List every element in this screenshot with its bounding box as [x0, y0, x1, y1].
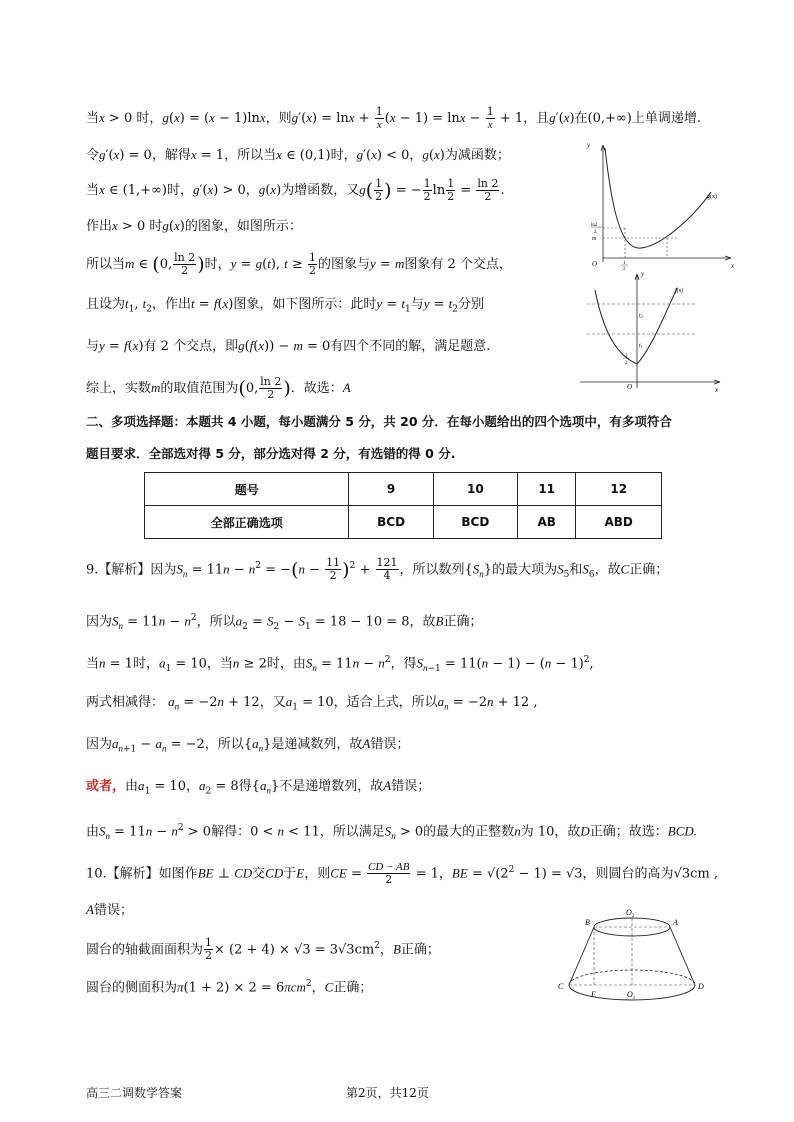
- m-label: m: [592, 236, 597, 242]
- label-C: C: [558, 982, 564, 991]
- q9-line-7: 由$S_n = 11n - n^2 > 0$解得：0 < n < 11，所以满足$S_n > 0$的最大的正整数n为 10，故D正确；故选：BCD.: [86, 823, 698, 841]
- section-heading-2: 题目要求．全部选对得 5 分，部分选对得 2 分，有选错的得 0 分.: [86, 446, 456, 461]
- two-label: 2: [594, 230, 597, 235]
- half-label-d: 2: [625, 361, 628, 366]
- table-cell: ABD: [576, 506, 662, 539]
- line-2: 令g′(x) = 0，解得x = 1，所以当x ∈ (0,1)时，g′(x) < 0，g(x)为减函数；: [86, 147, 510, 163]
- g-curve: [605, 148, 711, 248]
- footer-left: 高三二调数学答案: [86, 1086, 183, 1100]
- t2-label: t2: [639, 313, 643, 319]
- q9-line-1: 9.【解析】因为$S_n = 11n - n^2 = -(n$ − $\frac{11}{2}$ )$^2$ + $\frac{121}{4}$ ，所以数列$\{S_n\}$的最大项为$S_5$和$S_6$，故C正确；: [86, 556, 669, 583]
- half-label-n: 1: [623, 261, 626, 266]
- line-5: 所以当m ∈ (0, $\frac{\ln 2}{2}$ )时，y = g(t), t ≥ $\frac{1}{2}$ 的图象与y = m图象有 2 个交点，: [86, 251, 512, 277]
- label-E: E: [591, 990, 596, 999]
- table-cell: 9: [349, 473, 433, 506]
- table-cell: 12: [576, 473, 662, 506]
- q9-line-2: 因为$S_n = 11n - n^2$，所以$a_2 = S_2 - S_1 = 18 - 10 = 8$，故B正确；: [86, 613, 483, 632]
- q10-line-3: 圆台的轴截面面积为 $\frac{1}{2}$ × $(2 + 4) \times √3 = 3√3cm^2$，B正确；: [86, 936, 440, 963]
- label-O1: $O_1$: [627, 990, 636, 1001]
- graph-f-x: [575, 270, 725, 395]
- label-O2: $O_2$: [626, 908, 635, 919]
- table-cell: 10: [433, 473, 517, 506]
- f-curve-right: [637, 288, 677, 364]
- line-3: 当x ∈ (1,+∞)时，g′(x) > 0，g(x)为增函数，又g( $\frac{1}{2}$ ) = − $\frac{1}{2}$ ln $\frac{1}{2}$ = $\frac{\ln 2}{2}$ .: [86, 177, 505, 203]
- t1-label: t1: [639, 343, 643, 349]
- line-8: 综上，实数m的取值范围为(0, $\frac{\ln 2}{2}$ )．故选：A: [86, 375, 351, 401]
- table-cell: 11: [517, 473, 575, 506]
- table-cell: AB: [517, 506, 575, 539]
- table-cell: BCD: [433, 506, 517, 539]
- table-cell: 全部正确选项: [145, 506, 349, 539]
- graph-g-x: [583, 140, 738, 270]
- q9-line-4: 两式相减得： $a_n = -2n + 12$，又$a_1 = 10$，适合上式，所以$a_n = -2n + 12$ ,: [86, 694, 538, 713]
- q10-line-2: A错误；: [86, 902, 133, 918]
- half-label-n: 1: [625, 354, 628, 359]
- line-4: 作出x > 0 时g(x)的图象，如图所示：: [86, 218, 302, 234]
- origin-label: O: [592, 260, 598, 268]
- label-D: D: [698, 982, 704, 991]
- axis-label-y: y: [641, 270, 645, 278]
- curve-label: g(x): [707, 194, 717, 200]
- q10-line-1: 10.【解析】如图作BE ⊥ CD交CD于E，则CE = $\frac{CD - AB}{2}$ = 1，BE = $√(2^2 - 1) = √3$，则圆台的高为√3cm ,: [86, 861, 718, 887]
- q9-line-3: 当n = 1时，$a_1 = 10$，当n ≥ 2时，由$S_n = 11n - n^2$，得$S_{n-1} = 11(n - 1) - (n - 1)^2$,: [86, 655, 594, 674]
- origin-label: O: [627, 383, 633, 391]
- table-cell: BCD: [349, 506, 433, 539]
- section-heading-1: 二、多项选择题：本题共 4 小题，每小题满分 5 分，共 20 分．在每小题给出的四个选项中，有多项符合: [86, 414, 672, 429]
- label-A: A: [673, 918, 678, 927]
- table-cell: 题号: [145, 473, 349, 506]
- axis-label-x: x: [731, 262, 735, 270]
- q9-line-5: 因为$a_{n+1} - a_n = -2$，所以$\{a_n\}$是递减数列，故A错误；: [86, 736, 410, 755]
- answer-table: [144, 472, 662, 539]
- f-curve-left: [595, 290, 637, 364]
- q10-line-4: 圆台的侧面积为π(1 + 2) × 2 = 6πcm$^2$，C正确；: [86, 979, 373, 996]
- axis-label-y: y: [587, 141, 591, 149]
- line-1: 当x > 0 时，g(x) = (x − 1)lnx，则g′(x) = lnx + $\frac{1}{x}$ (x − 1) = lnx − $\frac{1}{x}$ + 1，且g′(x)在(0,+∞)上单调递增.: [86, 105, 701, 131]
- ln2-label: ln2: [591, 223, 598, 228]
- footer-page: 第2页，共12页: [346, 1086, 429, 1100]
- line-6: 且设为$t_1$, $t_2$，作出t = f(x)图象，如下图所示：此时$y = t_1$与$y = t_2$分别: [86, 296, 485, 315]
- curve-label: f(x): [675, 288, 684, 294]
- frustum-figure: [555, 905, 710, 1005]
- table-row: [145, 473, 662, 506]
- q9-line-6: 或者，由$a_1 = 10$，$a_2 = 8$得$\{a_n\}$不是递增数列，故A错误；: [86, 778, 431, 797]
- label-B: B: [585, 918, 590, 927]
- line-7: 与y = f(x)有 2 个交点，即g(f(x)) − m = 0有四个不同的解，满足题意.: [86, 338, 491, 354]
- axis-label-x: x: [715, 386, 719, 394]
- half-label-d: 2: [623, 267, 626, 270]
- table-row: [145, 506, 662, 539]
